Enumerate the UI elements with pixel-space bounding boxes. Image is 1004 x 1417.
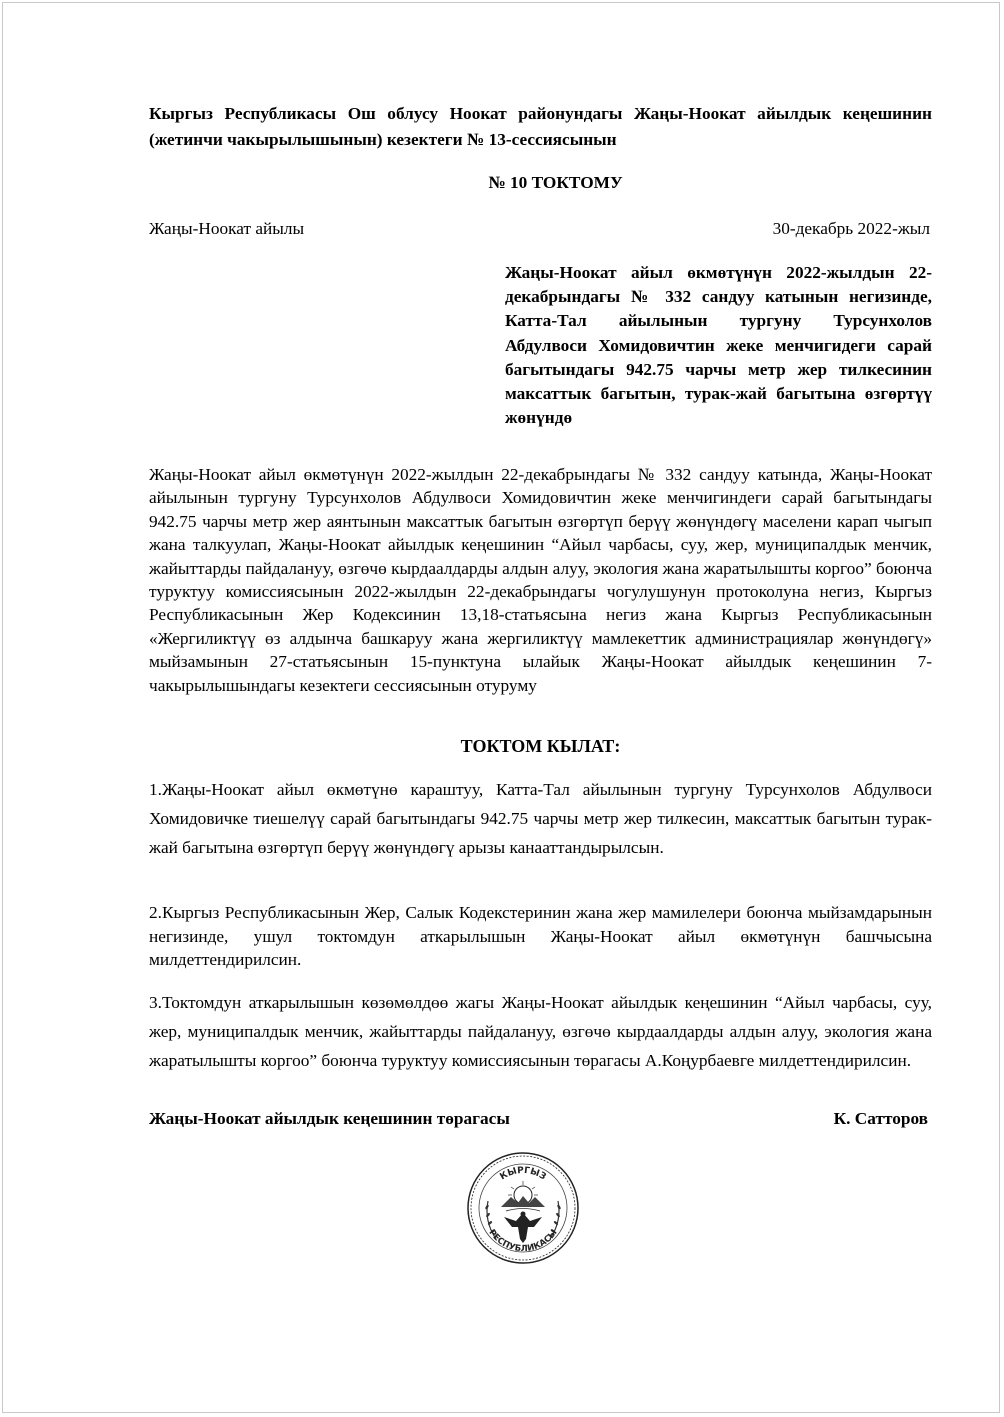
- document-page: [2, 2, 1000, 1413]
- document-preamble: Жаңы-Ноокат айыл өкмөтүнүн 2022-жылдын 22-декабрындагы № 332 сандуу катында, Жаңы-Ноокат айылынын тургуну Турсунхолов Абдулвоси Хомидовичтин жеке менчигиндеги сарай багытындагы 942.75 чарчы метр жер аянтынын максаттык багытын өзгөртүп берүү жөнүндөгү маселени карап чыгып жана талкуулап, Жаңы-Ноокат айылдык кеңешинин “Айыл чарбасы, суу, жер, муниципалдык менчик, жайыттарды пайдалануу, өзгөчө кырдаалдарды алдын алуу, экология жана жаратылышты коргоо” боюнча туруктуу комиссиясынын 2022-жылдын 22-декабрындагы чогулушунун протоколуна негиз, Кыргыз Республикасынын Жер Кодексинин 13,18-статьясына негиз жана Кыргыз Республикасынын «Жергиликтүү өз алдынча башкаруу жана жергиликтүү мамлекеттик администрациялар жөнүндөгү» мыйзамынын 27-статьясынын 15-пунктуна ылайык Жаңы-Ноокат айылдык кеңешинин 7-чакырылышындагы кезектеги сессиясынын отуруму: [149, 465, 932, 695]
- resolve-heading: ТОКТОМ КЫЛАТ:: [460, 736, 621, 756]
- signature-role: Жаңы-Ноокат айылдык кеңешинин төрагасы: [149, 1109, 510, 1128]
- document-title: № 10 ТОКТОМУ: [488, 173, 623, 192]
- document-date: 30-декабрь 2022-жыл: [772, 219, 930, 238]
- document-place: Жаңы-Ноокат айылы: [149, 219, 305, 238]
- document-header: Кыргыз Республикасы Ош облусу Ноокат районундагы Жаңы-Ноокат айылдык кеңешинин (жетинчи чакырылышынын) кезектеги № 13-сессиясынын: [149, 104, 932, 149]
- seal-bottom-text: РЕСПУБЛИКАСЫ: [486, 1227, 560, 1255]
- state-emblem-seal: [466, 1151, 580, 1265]
- signature-name: К. Сатторов: [833, 1109, 928, 1128]
- resolution-item-1: 1.Жаңы-Ноокат айыл өкмөтүнө караштуу, Катта-Тал айылынын тургуну Турсунхолов Абдулвоси Хомидовичке тиешелүү сарай багытындагы 942.75 чарчы метр жер тилкесин, максаттык багытын турак-жай багытына өзгөртүп берүү жөнүндөгү арызы канааттандырылсын.: [149, 780, 932, 857]
- document-subject: Жаңы-Ноокат айыл өкмөтүнүн 2022-жылдын 22-декабрындагы № 332 сандуу катынын негизинде, Катта-Тал айылынын тургуну Турсунхолов Абдулвоси Хомидовичтин жеке менчигидеги сарай багытындагы 942.75 чарчы метр жер тилкесинин максаттык багытын, турак-жай багытына өзгөртүү жөнүндө: [505, 263, 932, 428]
- resolution-item-3: 3.Токтомдун аткарылышын көзөмөлдөө жагы Жаңы-Ноокат айылдык кеңешинин “Айыл чарбасы, суу, жер, муниципалдык менчик, жайыттарды пайдалануу, өзгөчө кырдаалдарды алдын алуу, экология жана жаратылышты коргоо” боюнча туруктуу комиссиясынын төрагасы А.Коңурбаевге милдеттендирилсин.: [149, 993, 932, 1070]
- resolution-item-2: 2.Кыргыз Республикасынын Жер, Салык Кодекстеринин жана жер мамилелери боюнча мыйзамдарынын негизинде, ушул токтомдун аткарылышын Жаңы-Ноокат айыл өкмөтүнүн башчысына милдеттендирилсин.: [149, 903, 932, 969]
- seal-top-text: КЫРГЫЗ: [498, 1165, 548, 1183]
